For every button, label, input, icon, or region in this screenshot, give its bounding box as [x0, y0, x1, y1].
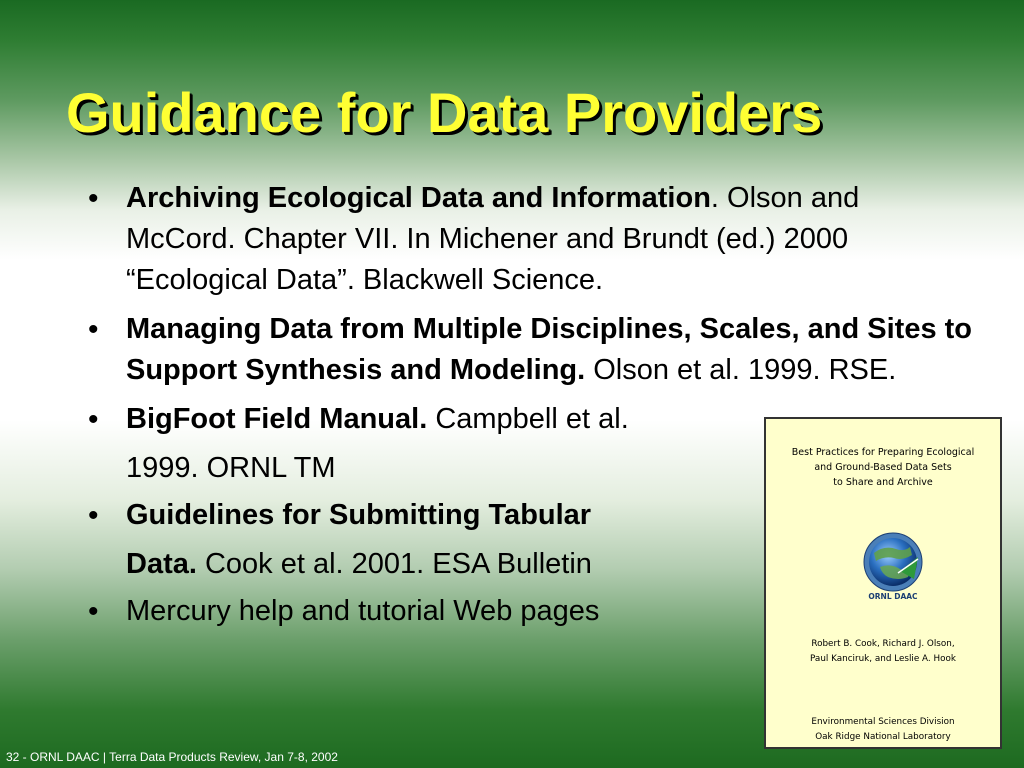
bullet-text: Campbell et al. — [427, 403, 629, 435]
bullet-item — [86, 309, 976, 391]
bullet-text: Olson et al. 1999. RSE. — [585, 354, 897, 386]
bullet-icon: • — [88, 313, 99, 346]
bullet-bold: Managing Data from Multiple Disciplines, Scales, and Sites to Support Synthesis and Modeling. — [126, 313, 973, 386]
slide-title: Guidance for Data Providers — [66, 81, 823, 144]
bullet-item — [86, 178, 976, 301]
svg-text:ORNL DAAC: ORNL DAAC — [868, 592, 918, 601]
bullet-bold-line2: Data. — [126, 548, 197, 580]
bullet-text-line2: 1999. ORNL TM — [126, 452, 336, 484]
book-title: Best Practices for Preparing Ecological and Ground-Based Data Sets to Share and Archive — [791, 447, 975, 488]
bullet-text: . Olson and McCord. Chapter VII. In Michener and Brundt (ed.) 2000 “Ecological Data”. Blackwell Science. — [126, 182, 860, 296]
bullet-icon: • — [88, 182, 99, 215]
bullet-icon: • — [88, 499, 99, 532]
globe-logo-icon — [860, 531, 926, 603]
bullet-icon: • — [88, 595, 99, 628]
bullet-bold: Archiving Ecological Data and Information — [126, 182, 711, 214]
bullet-bold: Guidelines for Submitting Tabular — [126, 499, 592, 531]
book-cover-image — [764, 417, 1002, 749]
bullet-text-line2: Cook et al. 2001. ESA Bulletin — [196, 548, 592, 580]
slide-footer: 32 - ORNL DAAC | Terra Data Products Review, Jan 7-8, 2002 — [6, 750, 338, 764]
bullet-bold: BigFoot Field Manual. — [126, 403, 428, 435]
bullet-text: Mercury help and tutorial Web pages — [126, 595, 600, 627]
book-authors: Robert B. Cook, Richard J. Olson, Paul Kanciruk, and Leslie A. Hook — [810, 639, 956, 664]
book-organization: Environmental Sciences Division Oak Ridge National Laboratory — [811, 717, 955, 742]
bullet-icon: • — [88, 403, 99, 436]
